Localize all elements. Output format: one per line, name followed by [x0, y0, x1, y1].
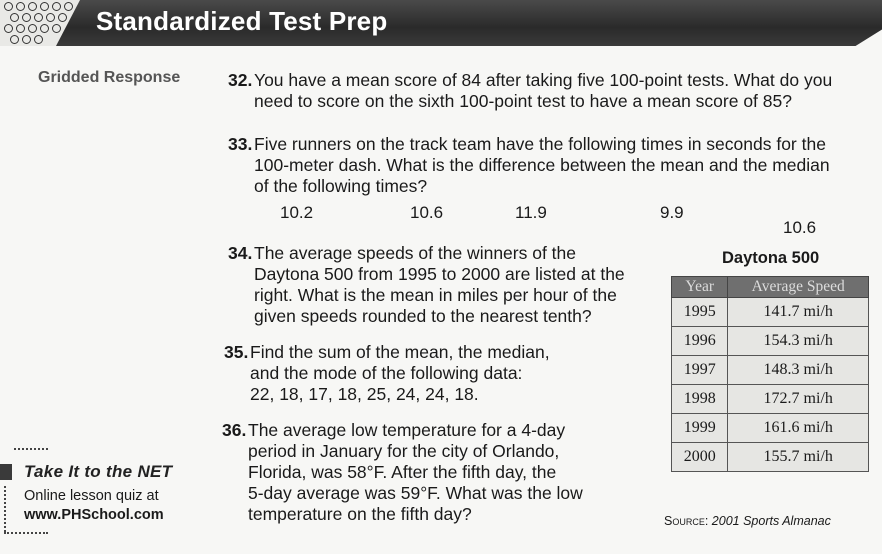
question-33	[228, 134, 882, 197]
speed-cell: 141.7 mi/h	[728, 298, 869, 327]
table-header-row	[672, 277, 869, 298]
time-value: 10.2	[280, 203, 314, 222]
question-32	[228, 70, 882, 112]
question-text: of the following times?	[254, 176, 428, 196]
year-cell: 2000	[672, 443, 728, 472]
page-title: Standardized Test Prep	[96, 6, 388, 36]
table-source	[664, 514, 831, 528]
speed-cell: 154.3 mi/h	[728, 327, 869, 356]
question-text: The average speeds of the winners of the	[254, 243, 577, 263]
question-36	[222, 420, 653, 525]
table-row	[672, 356, 869, 385]
table-row	[672, 414, 869, 443]
question-35	[224, 342, 650, 405]
year-cell: 1995	[672, 298, 728, 327]
year-cell: 1998	[672, 385, 728, 414]
question-text: right. What is the mean in miles per hour of the	[254, 285, 617, 305]
speed-cell: 172.7 mi/h	[728, 385, 869, 414]
table-row	[672, 298, 869, 327]
question-text: Five runners on the track team have the following times in seconds for the	[254, 134, 826, 154]
question-number: 36.	[222, 420, 247, 440]
question-text: Find the sum of the mean, the median,	[250, 342, 550, 362]
net-title: Take It to the NET	[24, 462, 173, 481]
online-quiz-box	[0, 446, 185, 536]
table-title: Daytona 500	[722, 249, 820, 267]
column-header-speed: Average Speed	[728, 277, 869, 298]
year-cell: 1999	[672, 414, 728, 443]
year-cell: 1996	[672, 327, 728, 356]
source-label: Source:	[664, 514, 709, 528]
table-row	[672, 443, 869, 472]
time-value: 10.6	[410, 203, 444, 222]
question-text: need to score on the sixth 100-point test to have a mean score of 85?	[254, 91, 792, 111]
time-value: 10.6	[783, 218, 817, 237]
net-description: Online lesson quiz at	[24, 488, 159, 504]
time-value: 9.9	[660, 203, 684, 222]
speed-cell: 148.3 mi/h	[728, 356, 869, 385]
question-number: 34.	[228, 243, 253, 263]
website-link[interactable]: www.PHSchool.com	[24, 507, 164, 523]
question-number: 33.	[228, 134, 253, 154]
dotted-border	[4, 486, 6, 532]
question-34	[228, 243, 659, 327]
section-label: Gridded Response	[38, 69, 181, 86]
question-text: 100-meter dash. What is the difference between the mean and the median	[254, 155, 830, 175]
question-text: given speeds rounded to the nearest tenth?	[254, 306, 592, 326]
question-text: period in January for the city of Orlando,	[248, 441, 560, 461]
question-text: 5-day average was 59°F. What was the low	[248, 483, 583, 503]
table-row	[672, 385, 869, 414]
computer-icon	[0, 464, 12, 480]
question-text: Florida, was 58°F. After the fifth day, the	[248, 462, 557, 482]
dotted-border	[14, 448, 48, 450]
question-text: The average low temperature for a 4-day	[248, 420, 566, 440]
column-header-year: Year	[672, 277, 728, 298]
question-text: temperature on the fifth day?	[248, 504, 472, 524]
time-value: 11.9	[515, 203, 547, 222]
question-text: and the mode of the following data:	[250, 363, 523, 383]
table-row	[672, 327, 869, 356]
daytona-speed-table	[671, 276, 869, 472]
speed-cell: 161.6 mi/h	[728, 414, 869, 443]
source-text: 2001 Sports Almanac	[711, 514, 831, 528]
question-text: 22, 18, 17, 18, 25, 24, 24, 18.	[250, 384, 479, 404]
year-cell: 1997	[672, 356, 728, 385]
dotted-border	[4, 532, 48, 534]
question-text: Daytona 500 from 1995 to 2000 are listed at the	[254, 264, 625, 284]
speed-cell: 155.7 mi/h	[728, 443, 869, 472]
question-text: You have a mean score of 84 after taking five 100-point tests. What do you	[254, 70, 833, 90]
question-number: 32.	[228, 70, 253, 90]
question-number: 35.	[224, 342, 249, 362]
